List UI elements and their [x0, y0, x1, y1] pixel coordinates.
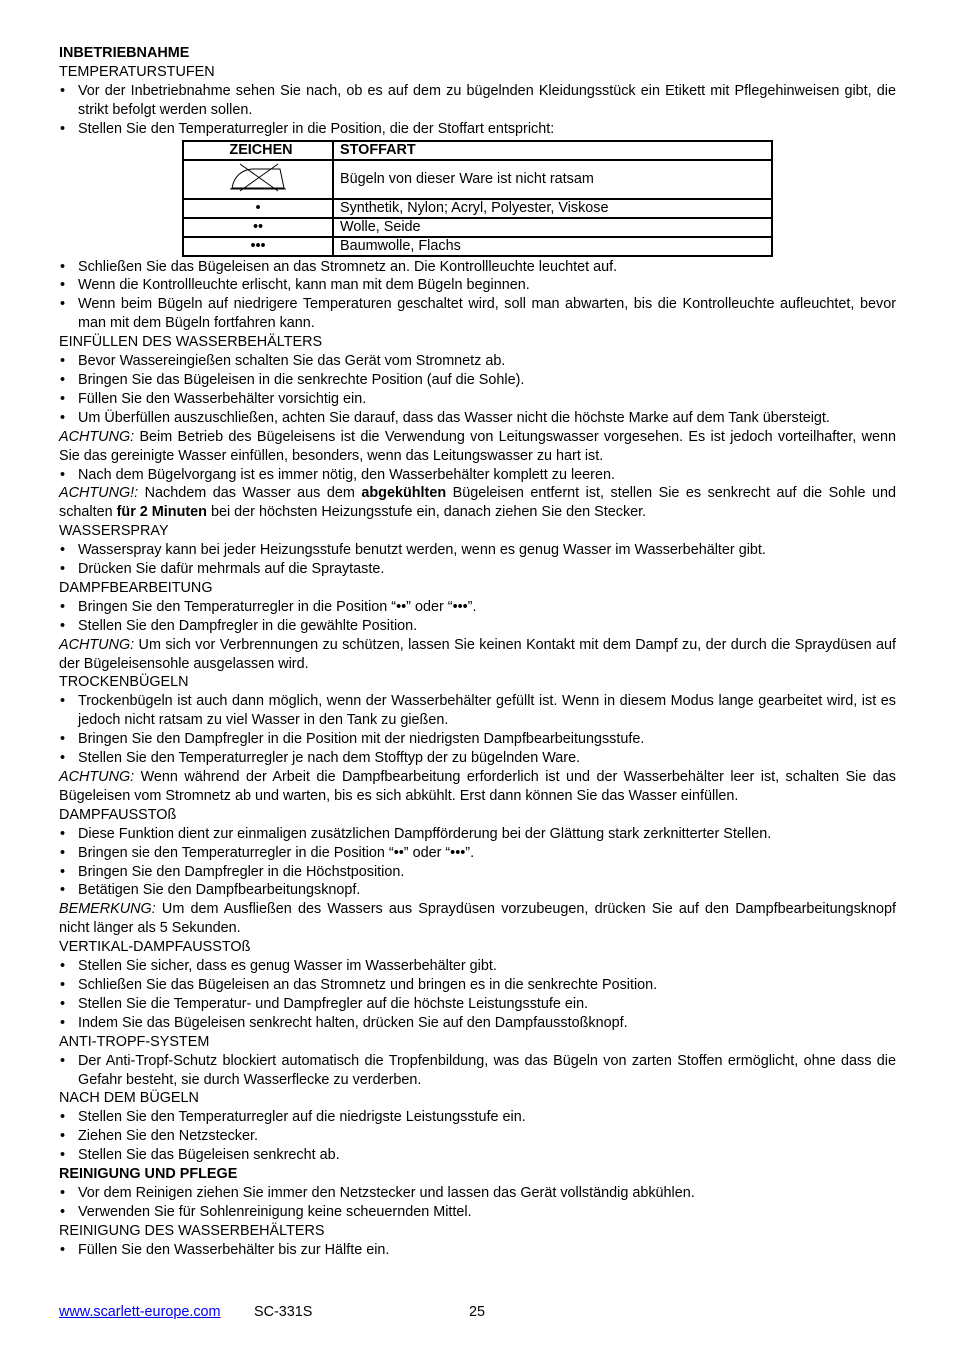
list-item: • Stellen Sie den Dampfregler in die gewählte Position.	[59, 617, 896, 636]
note-label: ACHTUNG!:	[59, 485, 139, 502]
website-link[interactable]: www.scarlett-europe.com	[59, 1304, 221, 1320]
list-item: • Betätigen Sie den Dampfbearbeitungsknopf.	[59, 881, 896, 900]
note-paragraph	[59, 768, 896, 806]
list-item: • Schließen Sie das Bügeleisen an das Stromnetz und bringen es in die senkrechte Position.	[59, 976, 896, 995]
table-cell-symbol: •	[183, 199, 333, 218]
list-item: • Trockenbügeln ist auch dann möglich, wenn der Wasserbehälter gefüllt ist. Wenn in diesem Modus lange gearbeitet wird, ist es jedoch nicht ratsam zu viel Wasser in den Tank zu gießen.	[59, 692, 896, 730]
table-header-fabric: STOFFART	[333, 141, 772, 160]
page-footer	[59, 1303, 896, 1321]
section-heading: INBETRIEBNAHME	[59, 45, 190, 61]
list-item: • Vor dem Reinigen ziehen Sie immer den Netzstecker und lassen das Gerät vollständig abkühlen.	[59, 1184, 896, 1203]
note-paragraph	[59, 428, 896, 466]
table-cell-symbol: •••	[183, 237, 333, 256]
page-number: 25	[469, 1304, 486, 1320]
subheading: VERTIKAL-DAMPFAUSSTOß	[59, 939, 251, 956]
table-cell-fabric: Wolle, Seide	[333, 218, 772, 237]
table-header-symbol: ZEICHEN	[183, 141, 333, 160]
list-item: • Bringen sie den Temperaturregler in die Position “••” oder “•••”.	[59, 844, 896, 863]
subheading: NACH DEM BÜGELN	[59, 1090, 199, 1107]
bullet-list	[59, 1184, 896, 1222]
bullet-list	[59, 825, 896, 901]
list-item: • Bringen Sie den Dampfregler in die Höchstposition.	[59, 863, 896, 882]
note-paragraph	[59, 484, 896, 522]
table-cell-fabric: Baumwolle, Flachs	[333, 237, 772, 256]
note-text: Bügeleisen entfernt ist, stellen Sie es senkrecht auf die Sohle und schalten	[59, 485, 896, 521]
note-label: ACHTUNG:	[59, 769, 135, 785]
list-item: • Stellen Sie die Temperatur- und Dampfregler auf die höchste Leistungsstufe ein.	[59, 995, 896, 1014]
subheading: EINFÜLLEN DES WASSERBEHÄLTERS	[59, 334, 323, 351]
list-item: • Füllen Sie den Wasserbehälter bis zur Hälfte ein.	[59, 1241, 896, 1260]
temperature-table	[182, 140, 773, 257]
table-row	[183, 218, 772, 237]
subheading: DAMPFAUSSTOß	[59, 806, 177, 823]
subheading: TEMPERATURSTUFEN	[59, 63, 215, 80]
list-item: • Stellen Sie den Temperaturregler in die Position, die der Stoffart entspricht:	[59, 120, 896, 139]
note-text: bei der höchsten Heizungsstufe ein, danach ziehen Sie den Stecker.	[206, 504, 647, 521]
list-item: • Bringen Sie das Bügeleisen in die senkrechte Position (auf die Sohle).	[59, 371, 896, 390]
table-cell-symbol: ••	[183, 218, 333, 237]
bullet-list	[59, 1052, 896, 1090]
table-cell-fabric: Bügeln von dieser Ware ist nicht ratsam	[333, 160, 772, 199]
list-item: • Vor der Inbetriebnahme sehen Sie nach, ob es auf dem zu bügelnden Kleidungsstück ein Etikett mit Pflegehinweisen gibt, die strikt befolgt werden sollen.	[59, 82, 896, 120]
bullet-list	[59, 258, 896, 334]
list-item: • Füllen Sie den Wasserbehälter vorsichtig ein.	[59, 390, 896, 409]
list-item: • Bringen Sie den Temperaturregler in die Position “••” oder “•••”.	[59, 598, 896, 617]
table-row	[183, 160, 772, 199]
list-item: • Indem Sie das Bügeleisen senkrecht halten, drücken Sie auf den Dampfausstoßknopf.	[59, 1014, 896, 1033]
table-row	[183, 237, 772, 256]
document-body	[59, 44, 896, 1260]
note-text: Um sich vor Verbrennungen zu schützen, lassen Sie keinen Kontakt mit dem Dampf zu, der durch die Spraydüsen auf der Bügeleisensohle ausgelassen wird.	[59, 636, 896, 672]
no-iron-icon	[228, 161, 288, 193]
list-item: • Stellen Sie sicher, dass es genug Wasser im Wasserbehälter gibt.	[59, 957, 896, 976]
list-item: • Stellen Sie das Bügeleisen senkrecht ab.	[59, 1146, 896, 1165]
list-item: • Um Überfüllen auszuschließen, achten Sie darauf, dass das Wasser nicht die höchste Marke auf dem Tank übersteigt.	[59, 409, 896, 428]
section-heading: REINIGUNG UND PFLEGE	[59, 1166, 238, 1183]
bullet-list	[59, 352, 896, 428]
emphasis-text: für 2 Minuten	[116, 504, 207, 521]
note-text: Um dem Ausfließen des Wassers aus Spraydüsen vorzubeugen, drücken Sie auf den Dampfbearbeitungsknopf nicht länger als 5 Sekunden.	[59, 901, 896, 937]
bullet-list	[59, 598, 896, 636]
note-label: BEMERKUNG:	[59, 901, 156, 918]
bullet-list	[59, 466, 896, 485]
bullet-list	[59, 957, 896, 1033]
list-item: • Stellen Sie den Temperaturregler je nach dem Stofftyp der zu bügelnden Ware.	[59, 749, 896, 768]
table-cell-symbol	[183, 160, 333, 199]
subheading: WASSERSPRAY	[59, 523, 169, 540]
table-header-row	[183, 141, 772, 160]
table-row	[183, 199, 772, 218]
list-item: • Wenn die Kontrollleuchte erlischt, kann man mit dem Bügeln beginnen.	[59, 276, 896, 295]
bullet-list	[59, 1108, 896, 1165]
subheading: DAMPFBEARBEITUNG	[59, 579, 213, 596]
note-text: Nachdem das Wasser aus dem	[138, 485, 362, 502]
list-item: • Ziehen Sie den Netzstecker.	[59, 1127, 896, 1146]
note-text: Beim Betrieb des Bügeleisens ist die Verwendung von Leitungswasser vorgesehen. Es ist jedoch vorteilhafter, wenn Sie das gereinigte Wasser einfüllen, besonders, wenn das Leitungswasser zu hart ist.	[59, 428, 896, 464]
list-item: • Drücken Sie dafür mehrmals auf die Spraytaste.	[59, 560, 896, 579]
note-label: ACHTUNG:	[59, 428, 135, 445]
subheading: TROCKENBÜGELN	[59, 674, 189, 691]
table-cell-fabric: Synthetik, Nylon; Acryl, Polyester, Viskose	[333, 199, 772, 218]
list-item: • Stellen Sie den Temperaturregler auf die niedrigste Leistungsstufe ein.	[59, 1108, 896, 1127]
list-item: • Bringen Sie den Dampfregler in die Position mit der niedrigsten Dampfbearbeitungsstufe.	[59, 730, 896, 749]
emphasis-text: abgekühlten	[361, 485, 447, 502]
list-item: • Wenn beim Bügeln auf niedrigere Temperaturen geschaltet wird, soll man abwarten, bis die Kontrolleuchte aufleuchtet, bevor man mit dem Bügeln fortfahren kann.	[59, 295, 896, 333]
list-item: • Verwenden Sie für Sohlenreinigung keine scheuernden Mittel.	[59, 1203, 896, 1222]
note-paragraph	[59, 900, 896, 938]
list-item: • Der Anti-Tropf-Schutz blockiert automatisch die Tropfenbildung, was das Bügeln von zarten Stoffen ermöglicht, ohne dass die Gefahr besteht, sie durch Wasserflecke zu verderben.	[59, 1052, 896, 1090]
list-item: • Bevor Wassereingießen schalten Sie das Gerät vom Stromnetz ab.	[59, 352, 896, 371]
subheading: ANTI-TROPF-SYSTEM	[59, 1033, 210, 1050]
list-item: • Wasserspray kann bei jeder Heizungsstufe benutzt werden, wenn es genug Wasser im Wasserbehälter gibt.	[59, 541, 896, 560]
model-number: SC-331S	[254, 1304, 313, 1320]
bullet-list	[59, 692, 896, 768]
bullet-list	[59, 1241, 896, 1260]
subheading: REINIGUNG DES WASSERBEHÄLTERS	[59, 1222, 325, 1239]
note-paragraph	[59, 636, 896, 674]
bullet-list	[59, 541, 896, 579]
list-item: • Schließen Sie das Bügeleisen an das Stromnetz an. Die Kontrollleuchte leuchtet auf.	[59, 258, 896, 277]
note-text: Wenn während der Arbeit die Dampfbearbeitung erforderlich ist und der Wasserbehälter leer ist, schalten Sie das Bügeleisen vom Stromnetz ab und warten, bis es sich abkühlt. Erst dann können Sie das Wasser einfüllen.	[59, 769, 896, 804]
list-item: • Diese Funktion dient zur einmaligen zusätzlichen Dampfförderung bei der Glättung stark zerknitterter Stellen.	[59, 825, 896, 844]
bullet-list	[59, 82, 896, 139]
list-item: • Nach dem Bügelvorgang ist es immer nötig, den Wasserbehälter komplett zu leeren.	[59, 466, 896, 485]
note-label: ACHTUNG:	[59, 636, 135, 653]
